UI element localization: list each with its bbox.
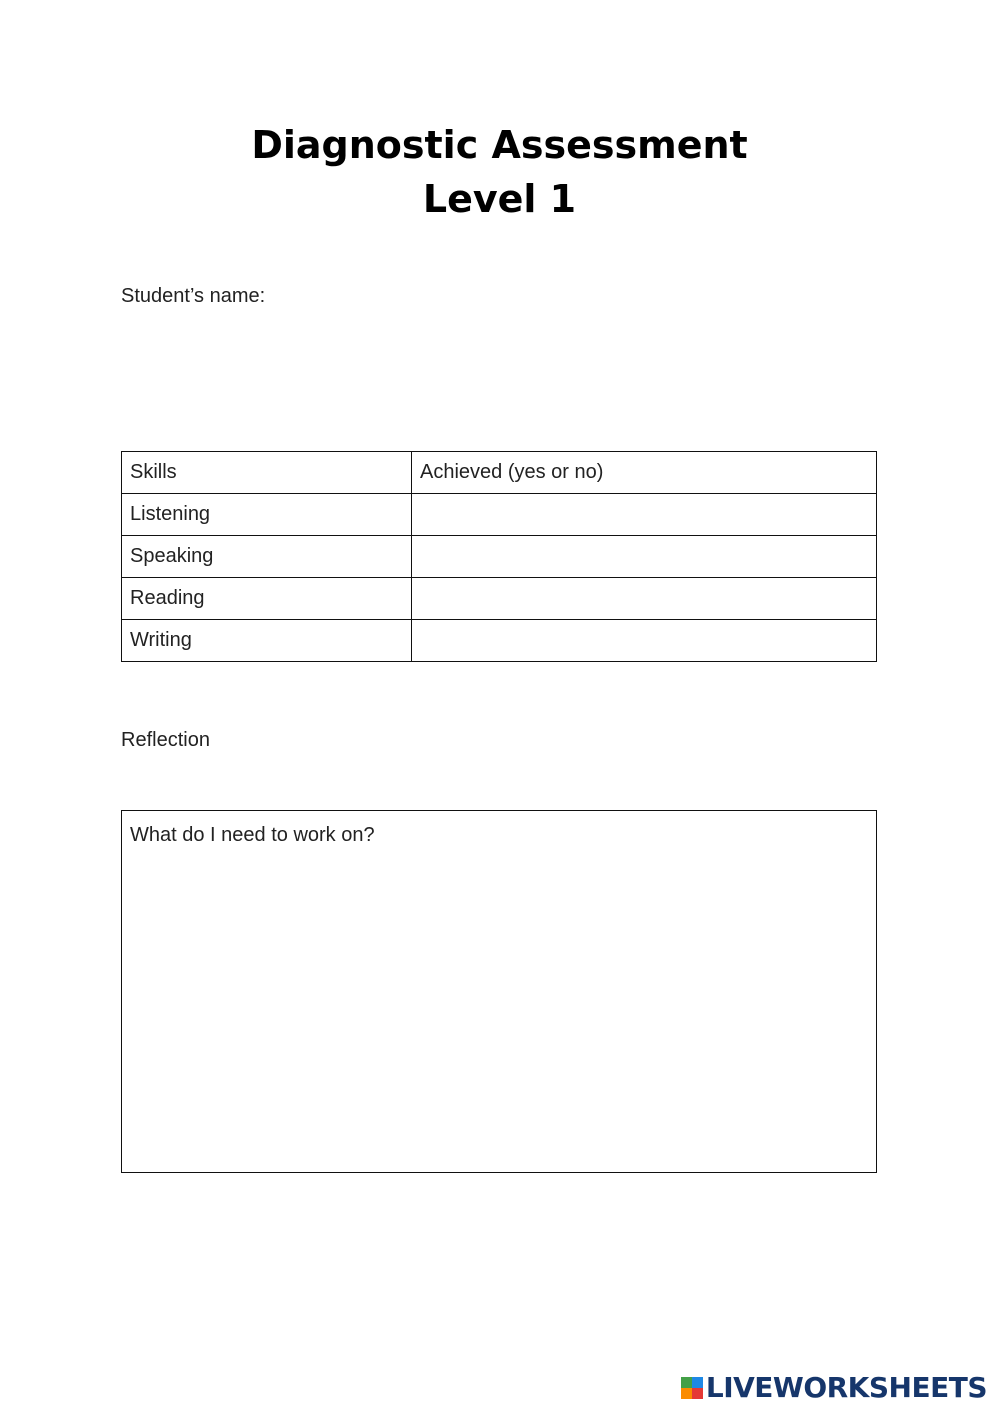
- skill-cell: Writing: [122, 620, 412, 662]
- header-skills: Skills: [122, 452, 412, 494]
- reflection-label: Reflection: [121, 729, 210, 751]
- achieved-cell[interactable]: [412, 536, 877, 578]
- table-row: [122, 536, 877, 578]
- skills-table: [121, 451, 877, 662]
- reflection-prompt: What do I need to work on?: [130, 824, 375, 846]
- skill-cell: Reading: [122, 578, 412, 620]
- achieved-cell[interactable]: [412, 578, 877, 620]
- header-achieved: Achieved (yes or no): [412, 452, 877, 494]
- table-row: [122, 578, 877, 620]
- table-row: [122, 620, 877, 662]
- brand-wordmark: LIVEWORKSHEETS: [705, 1371, 987, 1404]
- liveworksheets-branding: [681, 1372, 987, 1404]
- achieved-cell[interactable]: [412, 620, 877, 662]
- achieved-cell[interactable]: [412, 494, 877, 536]
- student-name-label: Student’s name:: [121, 285, 266, 307]
- reflection-answer-box[interactable]: [121, 810, 877, 1173]
- table-header-row: [122, 452, 877, 494]
- skill-cell: Listening: [122, 494, 412, 536]
- table-row: [122, 494, 877, 536]
- skill-cell: Speaking: [122, 536, 412, 578]
- page-subtitle-level: Level 1: [422, 177, 577, 221]
- liveworksheets-logo-icon: [681, 1377, 703, 1399]
- page-title: Diagnostic Assessment: [251, 123, 748, 167]
